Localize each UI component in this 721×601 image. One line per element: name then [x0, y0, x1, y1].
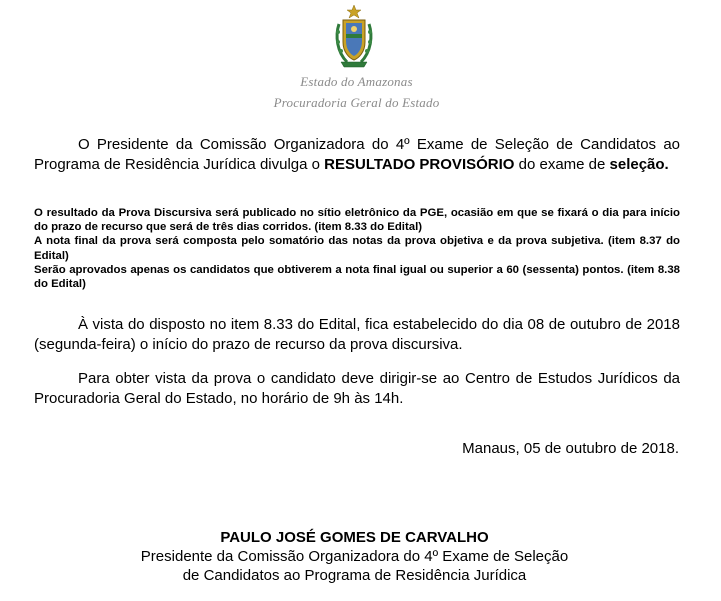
intro-text-end: seleção. — [609, 156, 669, 173]
note-item: Serão aprovados apenas os candidatos que obtiverem a nota final igual ou superior a 60 (sessenta) pontos. (item 8.38 do Edital) — [34, 263, 680, 291]
note-item: A nota final da prova será composta pelo somatório das notas da prova objetiva e da prova subjetiva. (item 8.37 do Edital) — [34, 235, 680, 262]
deadline-paragraph — [34, 315, 680, 355]
state-name: Estado do Amazonas — [300, 74, 413, 89]
intro-paragraph — [34, 135, 680, 175]
result-status: RESULTADO PROVISÓRIO — [324, 156, 515, 173]
notes-block — [34, 206, 680, 291]
intro-text-part2: do exame de — [514, 156, 610, 173]
exam-view-paragraph — [34, 369, 680, 409]
coat-of-arms-icon — [333, 4, 375, 70]
office-name: Procuradoria Geral do Estado — [273, 95, 440, 110]
deadline-text: À vista do disposto no item 8.33 do Edital, fica estabelecido do dia 08 de outubro de 2018 (segunda-feira) o início do prazo de recurso da prova discursiva. — [34, 316, 680, 353]
intro-text-part1: O Presidente da Comissão Organizadora do 4º Exame de Seleção de Candidatos ao Programa de Residência Jurídica divulga o — [34, 136, 680, 173]
signatory-title-line2: de Candidatos ao Programa de Residência Jurídica — [182, 567, 527, 584]
date-line: Manaus, 05 de outubro de 2018. — [462, 440, 679, 457]
signatory-title-line1: Presidente da Comissão Organizadora do 4º Exame de Seleção — [140, 548, 569, 565]
signatory-name: PAULO JOSÉ GOMES DE CARVALHO — [220, 529, 489, 546]
signature-block — [0, 528, 721, 585]
exam-view-text: Para obter vista da prova o candidato deve dirigir-se ao Centro de Estudos Jurídicos da Procuradoria Geral do Estado, no horário de 9h às 14h. — [34, 370, 680, 407]
note-item: O resultado da Prova Discursiva será publicado no sítio eletrônico da PGE, ocasião em que se fixará o dia para início do prazo de recurso que será de três dias corridos. (item 8.33 do Edital) — [34, 207, 680, 234]
